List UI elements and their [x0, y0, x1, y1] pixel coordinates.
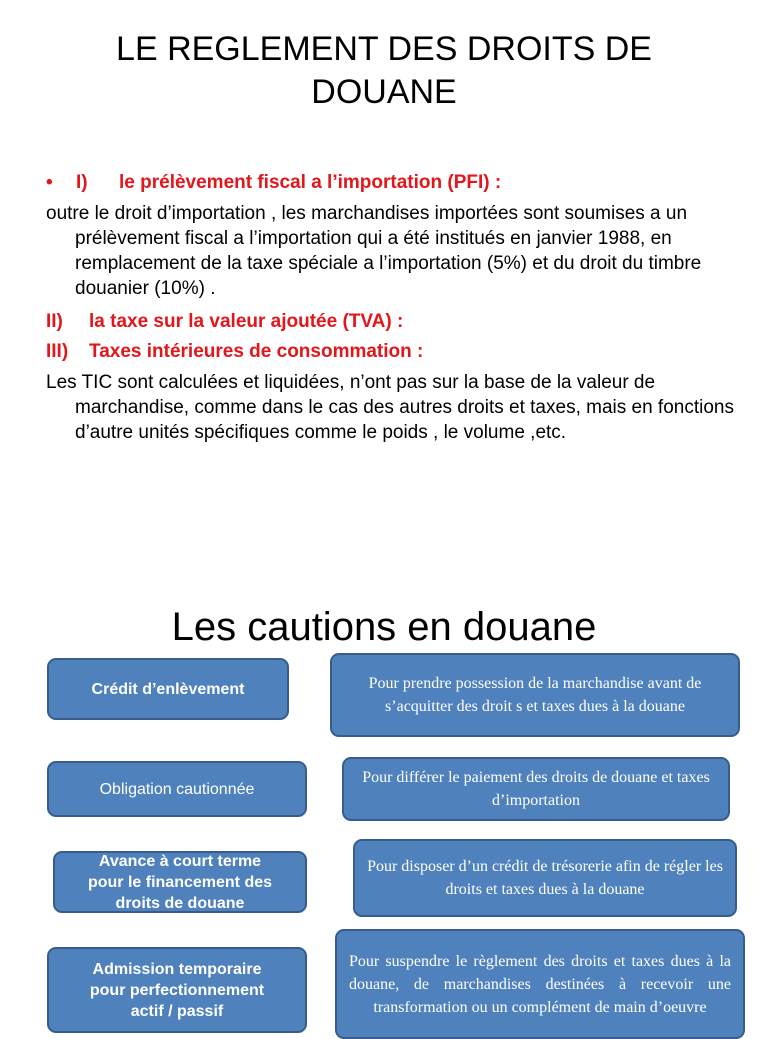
paragraph-pfi: outre le droit d’importation , les marchandises importées sont soumises a un prélèvement fiscal a l’importation qui a été institués en janvier 1988, en remplacement de la taxe spéciale a l’importation (5%) et du droit du timbre douanier (10%) . — [46, 203, 702, 299]
caution-label: Obligation cautionnée — [99, 780, 255, 798]
section-number-2: II) — [46, 311, 63, 332]
caution-label: Avance à court terme pour le financement des droits de douane — [87, 852, 273, 912]
slide-title-reglement — [40, 28, 728, 114]
title-line-1: LE REGLEMENT DES DROITS DE — [116, 30, 652, 68]
caution-description-box-3 — [353, 839, 737, 917]
caution-label-box-1 — [47, 658, 289, 720]
section-number-3: III) — [46, 341, 69, 362]
caution-description: Pour prendre possession de la marchandise avant de s’acquitter des droit s et taxes dues à la douane — [368, 675, 702, 715]
section-heading-text-2: la taxe sur la valeur ajoutée (TVA) : — [89, 311, 404, 332]
slide-cautions-douane — [0, 505, 768, 1024]
bullet-icon: • — [46, 172, 53, 193]
slide-title-cautions: Les cautions en douane — [171, 605, 597, 649]
section-heading-tic — [46, 339, 423, 364]
caution-description-box-4 — [335, 929, 745, 1039]
section-heading-tva — [46, 309, 403, 334]
caution-label: Admission temporaire pour perfectionnement actif / passif — [89, 960, 265, 1020]
slide-reglement-droits — [0, 0, 768, 505]
caution-label-box-4 — [47, 947, 307, 1033]
caution-label-box-3 — [53, 851, 307, 913]
section-heading-pfi — [46, 170, 501, 195]
caution-description-box-1 — [330, 653, 740, 737]
caution-label: Crédit d’enlèvement — [91, 680, 245, 698]
title-line-2: DOUANE — [311, 73, 457, 111]
paragraph-tic: Les TIC sont calculées et liquidées, n’ont pas sur la base de la valeur de marchandise, comme dans le cas des autres droits et taxes, mais en fonctions d’autre unités spécifiques comme le poids , le volume ,etc. — [46, 372, 734, 443]
section-heading-text-1: le prélèvement fiscal a l’importation (PFI) : — [119, 172, 502, 193]
caution-description: Pour différer le paiement des droits de douane et taxes d’importation — [362, 769, 710, 809]
section-number-1: I) — [76, 172, 88, 193]
caution-label-box-2 — [47, 761, 307, 817]
caution-description-box-2 — [342, 757, 730, 821]
caution-description: Pour disposer d’un crédit de trésorerie afin de régler les droits et taxes dues à la douane — [367, 858, 723, 898]
section-heading-text-3: Taxes intérieures de consommation : — [89, 341, 424, 362]
caution-description: Pour suspendre le règlement des droits et taxes dues à la douane, de marchandises destinées à recevoir une transformation ou un complément de main d’oeuvre — [349, 952, 731, 1016]
